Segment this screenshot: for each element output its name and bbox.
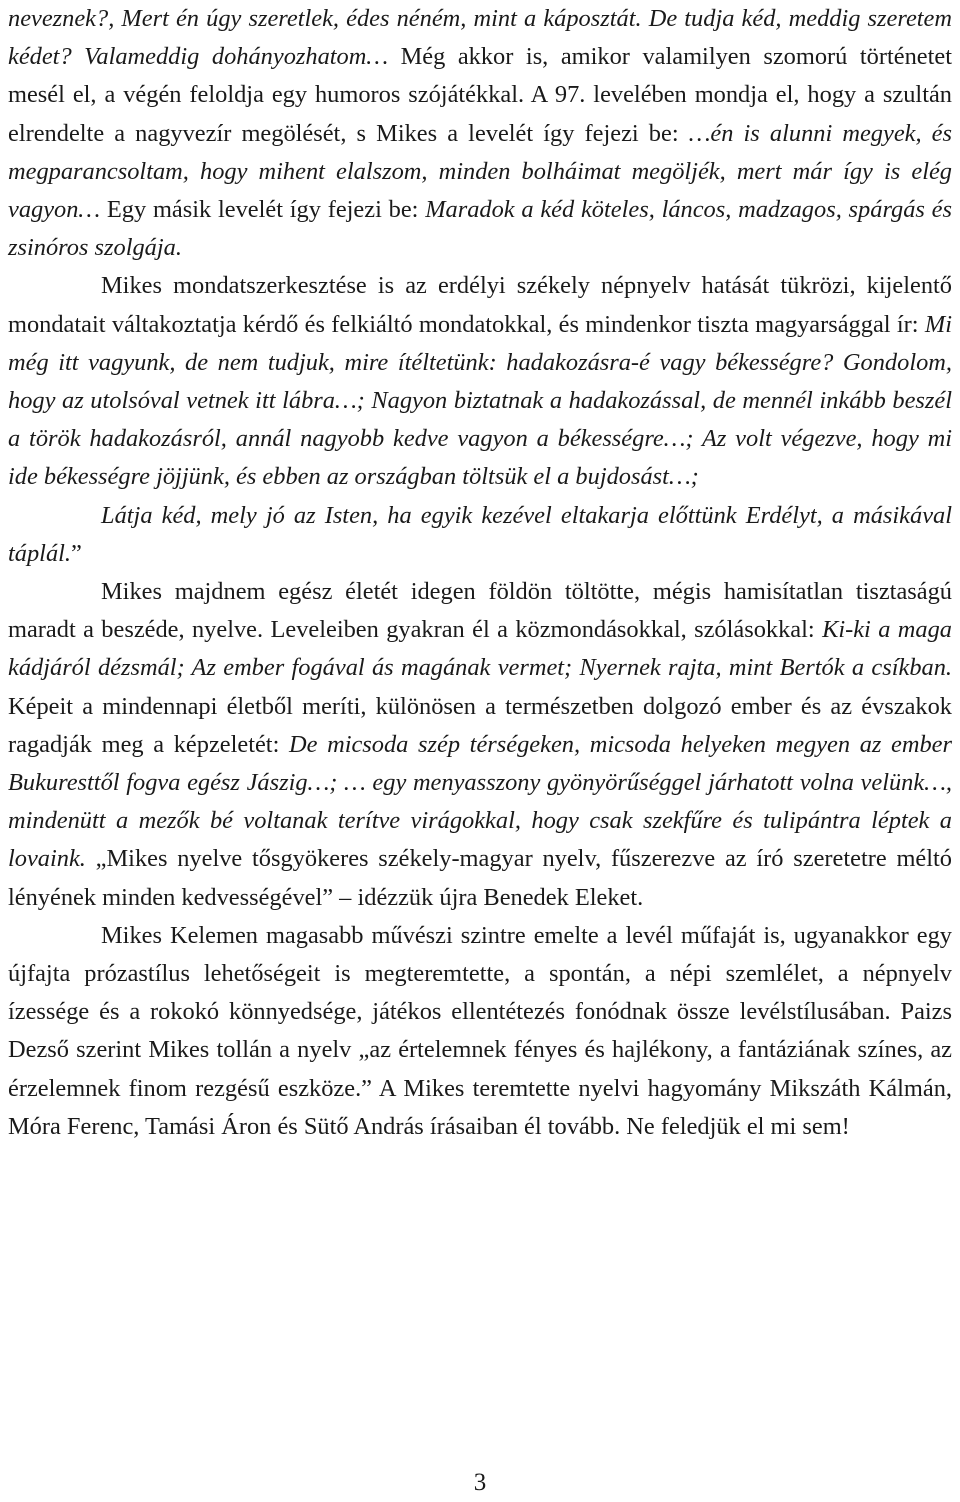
paragraph <box>8 573 952 917</box>
body-text <box>8 0 952 1146</box>
text-run: Mikes majdnem egész életét idegen földön töltötte, mégis hamisítatlan tisztaságú maradt a beszéde, nyelve. Leveleiben gyakran él a közmondásokkal, szólásokkal: <box>8 578 952 644</box>
text-run: „Mikes nyelve tősgyökeres székely-magyar nyelv, fűszerezve az író szeretetre méltó lényének minden kedvességével” – idézzük újra Benedek Eleket. <box>8 845 952 911</box>
text-run: Képeit a mindennapi életből meríti, különösen a természetben dolgozó ember és az évszakok ragadják meg a képzeletét: <box>8 692 952 758</box>
text-run: Mikes Kelemen magasabb művészi szintre emelte a levél műfaját is, ugyanakkor egy újfajta prózastílus lehetőségeit is megteremtette, a spontán, a népi szemlélet, a népnyelv ízessége és a rokokó könnyedsége, játékos ellentétezés fonódnak össze levélstílusában. Paizs Dezső szerint Mikes tollán a nyelv „az értelemnek fényes és hajlékony, a fantáziának színes, az érzelemnek finom rezgésű eszköze.” A Mikes teremtette nyelvi hagyomány Mikszáth Kálmán, Móra Ferenc, Tamási Áron és Sütő András írásaiban él tovább. Ne feledjük el mi sem! <box>8 921 952 1140</box>
italic-text-run: Látja kéd, mely jó az Isten, ha egyik kezével eltakarja előttünk Erdélyt, a másikával táplál. <box>8 501 952 567</box>
document-page <box>8 0 952 1146</box>
text-run: Egy másik levelét így fejezi be: <box>100 196 426 224</box>
text-run: Még akkor is, amikor valamilyen szomorú történetet mesél el, a végén feloldja egy humoros szójátékkal. A 97. levelében mondja el, hogy a szultán elrendelte a nagyvezír megölését, s Mikes a levelét így fejezi be: <box>8 43 952 147</box>
italic-text-run: …én is alunni megyek, és megparancsoltam, hogy mihent elalszom, minden bolháimat megöljék, mert már így is elég vagyon… <box>8 119 952 224</box>
text-run: ” <box>71 539 82 567</box>
paragraph <box>8 267 952 496</box>
paragraph <box>8 0 952 267</box>
page-number: 3 <box>473 1469 487 1496</box>
italic-text-run: neveznek?, Mert én úgy szeretlek, édes néném, mint a káposztát. De tudja kéd, meddig szeretem kédet? Valameddig dohányozhatom… <box>8 5 952 71</box>
italic-text-run: Ki-ki a maga kádjáról dézsmál; Az ember fogával ás magának vermet; Nyernek rajta, mint Bertók a csíkban. <box>8 616 952 682</box>
italic-text-run: Maradok a kéd köteles, láncos, madzagos, spárgás és zsinóros szolgája. <box>8 196 952 262</box>
text-run: Mikes mondatszerkesztése is az erdélyi székely népnyelv hatását tükrözi, kijelentő mondatait váltakoztatja kérdő és felkiáltó mondatokkal, és mindenkor tiszta magyarsággal ír: <box>8 272 952 338</box>
paragraph <box>8 497 952 573</box>
italic-text-run: Mi még itt vagyunk, de nem tudjuk, mire ítéltetünk: hadakozásra-é vagy békességre? Gondolom, hogy az utolsóval vetnek itt lábra…; Nagyon biztatnak a hadakozással, de mennél inkább beszél a török hadakozásról, annál nagyobb kedve vagyon a békességre…; Az volt végezve, hogy mi ide békességre jöjjünk, és ebben az országban töltsük el a bujdosást…; <box>8 310 952 491</box>
italic-text-run: De micsoda szép térségeken, micsoda helyeken megyen az ember Bukuresttől fogva egész Jászig…; … egy menyasszony gyönyörűséggel járhatott volna velünk…, mindenütt a mezők bé voltanak terítve virágokkal, hogy csak szekfűre és tulipántra léptek a lovaink. <box>8 730 953 873</box>
paragraph <box>8 917 952 1146</box>
